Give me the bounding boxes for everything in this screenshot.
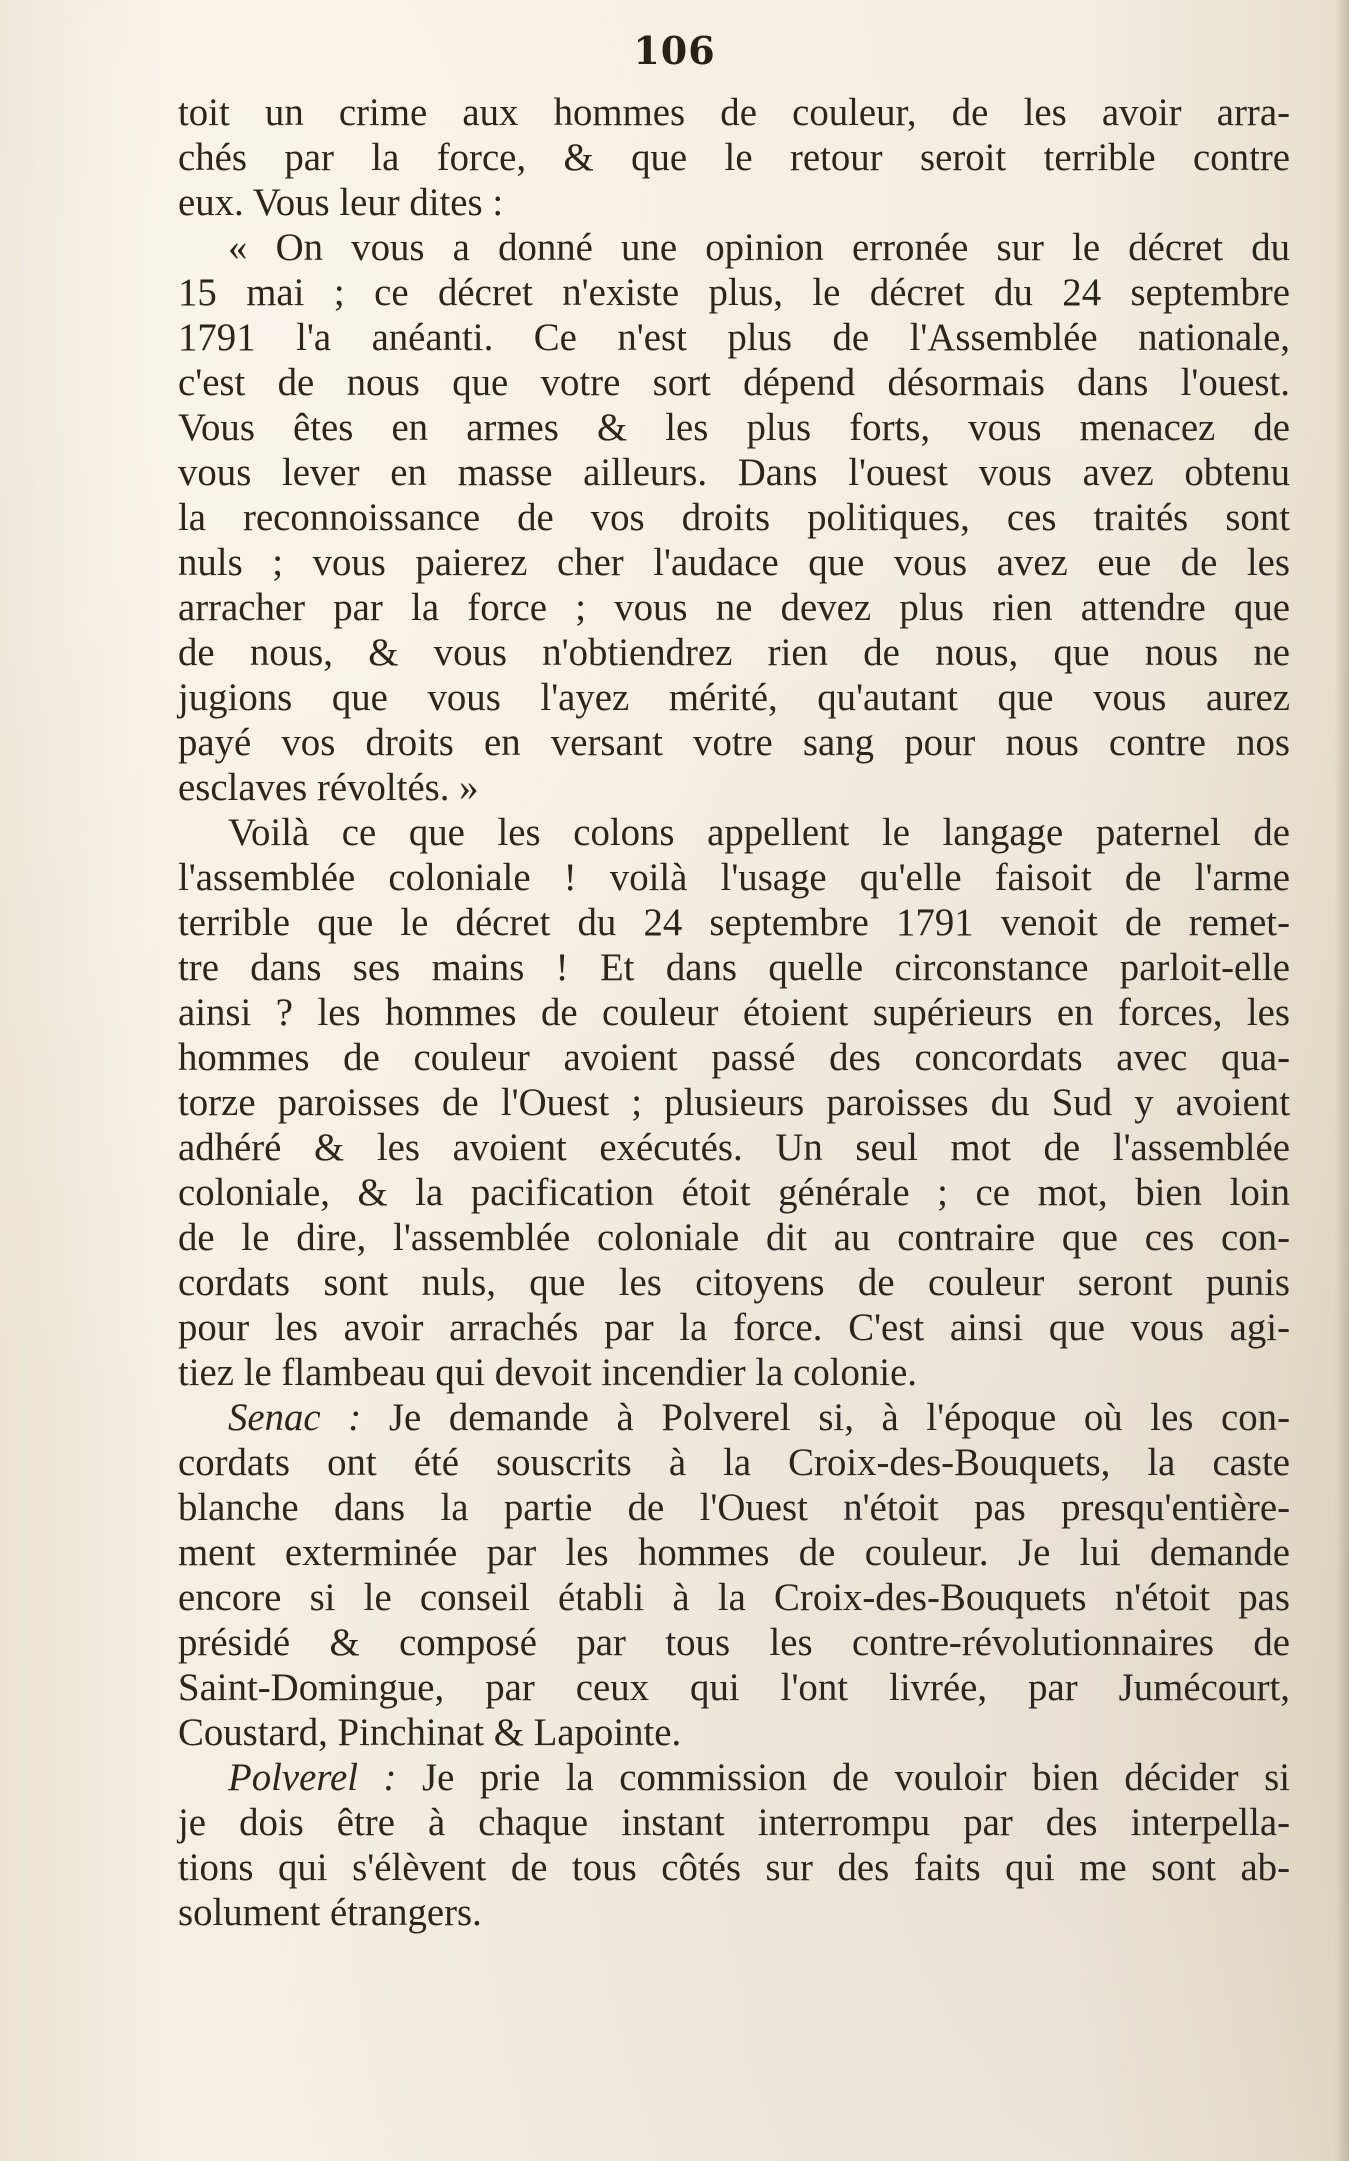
text-line: Voilà ce que les colons appellent le langage paternel de (228, 811, 1290, 854)
text-line: adhéré & les avoient exécutés. Un seul mot de l'assemblée (178, 1126, 1290, 1169)
speaker-senac: Senac : (228, 1396, 362, 1439)
text-line: payé vos droits en versant votre sang pour nous contre nos (178, 721, 1290, 764)
text-line: solument étrangers. (178, 1891, 482, 1934)
page-number: 106 (633, 28, 716, 73)
text-line: pour les avoir arrachés par la force. C'est ainsi que vous agi- (178, 1306, 1290, 1349)
text-line: eux. Vous leur dites : (178, 181, 504, 224)
text-line: vous lever en masse ailleurs. Dans l'ouest vous avez obtenu (178, 451, 1290, 494)
text-line: tiez le flambeau qui devoit incendier la colonie. (178, 1351, 917, 1394)
text-line: « On vous a donné une opinion erronée sur le décret du (228, 226, 1290, 269)
text-line: l'assemblée coloniale ! voilà l'usage qu'elle faisoit de l'arme (178, 856, 1290, 899)
text-line: tre dans ses mains ! Et dans quelle circonstance parloit-elle (178, 946, 1290, 989)
text-line: nuls ; vous paierez cher l'audace que vous avez eue de les (178, 541, 1290, 584)
speech-line (178, 1395, 1290, 1440)
text-line: blanche dans la partie de l'Ouest n'étoit pas presqu'entière- (178, 1486, 1290, 1529)
text-line: chés par la force, & que le retour seroit terrible contre (178, 136, 1290, 179)
text-line: esclaves révoltés. » (178, 766, 479, 809)
text-line: Vous êtes en armes & les plus forts, vous menacez de (178, 406, 1290, 449)
text-line: torze paroisses de l'Ouest ; plusieurs paroisses du Sud y avoient (178, 1081, 1290, 1124)
text-line: terrible que le décret du 24 septembre 1791 venoit de remet- (178, 901, 1290, 944)
speaker-polverel: Polverel : (228, 1756, 397, 1799)
text-line: cordats sont nuls, que les citoyens de couleur seront punis (178, 1261, 1290, 1304)
speech-line (178, 1755, 1290, 1800)
text-line: ainsi ? les hommes de couleur étoient supérieurs en forces, les (178, 991, 1290, 1034)
text-line: jugions que vous l'ayez mérité, qu'autant que vous aurez (178, 676, 1290, 719)
text-line: ment exterminée par les hommes de couleur. Je lui demande (178, 1531, 1290, 1574)
text-line: tions qui s'élèvent de tous côtés sur des faits qui me sont ab- (178, 1846, 1290, 1889)
text-line: Coustard, Pinchinat & Lapointe. (178, 1711, 682, 1754)
text-line: Je prie la commission de vouloir bien décider si (421, 1756, 1290, 1799)
text-line: arracher par la force ; vous ne devez plus rien attendre que (178, 586, 1290, 629)
text-line: je dois être à chaque instant interrompu par des interpella- (178, 1801, 1290, 1844)
page-text (178, 90, 1290, 1935)
text-line: c'est de nous que votre sort dépend désormais dans l'ouest. (178, 361, 1290, 404)
text-line: coloniale, & la pacification étoit générale ; ce mot, bien loin (178, 1171, 1290, 1214)
text-line: Je demande à Polverel si, à l'époque où les con- (388, 1396, 1290, 1439)
text-line: Saint-Domingue, par ceux qui l'ont livrée, par Jumécourt, (178, 1666, 1290, 1709)
text-line: 15 mai ; ce décret n'existe plus, le décret du 24 septembre (178, 271, 1290, 314)
page-edge-shadow (1335, 0, 1349, 2161)
text-line: hommes de couleur avoient passé des concordats avec qua- (178, 1036, 1290, 1079)
text-line: présidé & composé par tous les contre-révolutionnaires de (178, 1621, 1290, 1664)
text-line: cordats ont été souscrits à la Croix-des-Bouquets, la caste (178, 1441, 1290, 1484)
text-line: toit un crime aux hommes de couleur, de les avoir arra- (178, 91, 1290, 134)
text-line: 1791 l'a anéanti. Ce n'est plus de l'Assemblée nationale, (178, 316, 1290, 359)
text-line: de nous, & vous n'obtiendrez rien de nous, que nous ne (178, 631, 1290, 674)
text-line: encore si le conseil établi à la Croix-des-Bouquets n'étoit pas (178, 1576, 1290, 1619)
text-line: de le dire, l'assemblée coloniale dit au contraire que ces con- (178, 1216, 1290, 1259)
text-line: la reconnoissance de vos droits politiques, ces traités sont (178, 496, 1290, 539)
